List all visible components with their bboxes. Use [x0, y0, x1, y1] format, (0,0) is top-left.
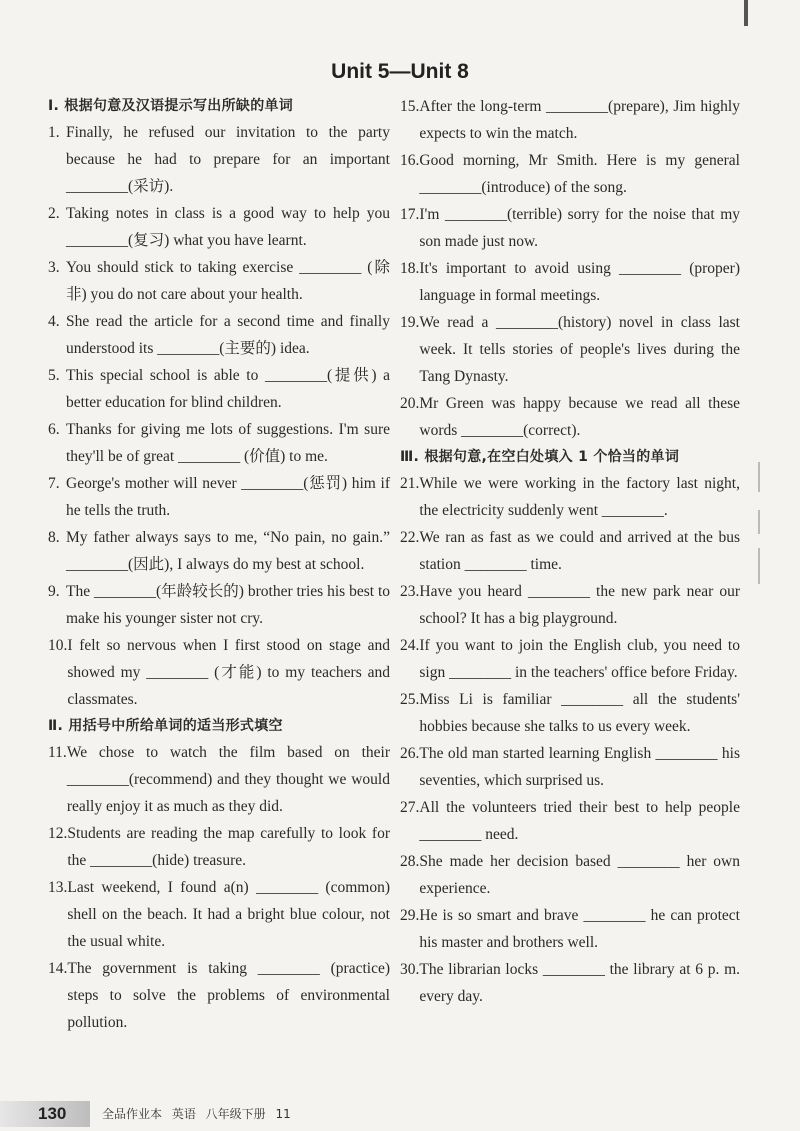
- question-number: 28.: [400, 853, 420, 870]
- question-text: I felt so nervous when I first stood on stage and showed my ________ (才能) to my teachers and classmates.: [67, 637, 390, 708]
- footer-book-info: 全品作业本 英语 八年级下册 11: [102, 1107, 291, 1121]
- question-text: Taking notes in class is a good way to help you ________(复习) what you have learnt.: [66, 205, 390, 249]
- question-item: [400, 93, 740, 147]
- question-text: The government is taking ________ (practice) steps to solve the problems of environmental pollution.: [67, 960, 390, 1031]
- question-text: Finally, he refused our invitation to the party because he had to prepare for an important ________(采访).: [66, 124, 390, 195]
- question-number: 22.: [400, 529, 420, 546]
- question-item: [48, 524, 390, 578]
- question-number: 8.: [48, 529, 60, 546]
- question-item: [48, 820, 390, 874]
- section-3-heading: Ⅲ. 根据句意,在空白处填入 1 个恰当的单词: [400, 449, 680, 465]
- question-number: 26.: [400, 745, 420, 762]
- page-title: Unit 5—Unit 8: [331, 60, 469, 83]
- question-item: [48, 200, 390, 254]
- question-number: 27.: [400, 799, 420, 816]
- question-item: [48, 362, 390, 416]
- question-number: 19.: [400, 314, 420, 331]
- question-text: We read a ________(history) novel in class last week. It tells stories of people's lives during the Tang Dynasty.: [419, 314, 740, 385]
- question-item: [400, 578, 740, 632]
- scan-scuff: [758, 462, 760, 492]
- question-item: [400, 632, 740, 686]
- question-number: 2.: [48, 205, 60, 222]
- question-number: 5.: [48, 367, 60, 384]
- question-item: [400, 470, 740, 524]
- question-item: [48, 874, 390, 955]
- page-footer: [0, 1091, 800, 1131]
- section-1-questions: [48, 119, 390, 713]
- question-item: [400, 201, 740, 255]
- question-text: My father always says to me, “No pain, no gain.” ________(因此), I always do my best at school.: [66, 529, 390, 573]
- right-column: [400, 93, 740, 1010]
- question-item: [48, 308, 390, 362]
- question-text: After the long-term ________(prepare), Jim highly expects to win the match.: [419, 98, 740, 142]
- question-item: [400, 255, 740, 309]
- question-number: 3.: [48, 259, 60, 276]
- section-1-heading: Ⅰ. 根据句意及汉语提示写出所缺的单词: [48, 98, 294, 114]
- question-item: [48, 578, 390, 632]
- question-number: 4.: [48, 313, 60, 330]
- question-number: 6.: [48, 421, 60, 438]
- question-number: 12.: [48, 825, 68, 842]
- question-item: [400, 147, 740, 201]
- question-number: 17.: [400, 206, 420, 223]
- question-text: Good morning, Mr Smith. Here is my general ________(introduce) of the song.: [419, 152, 740, 196]
- section-2-questions-continued: [400, 93, 740, 444]
- section-3-questions: [400, 470, 740, 1010]
- question-item: [400, 309, 740, 390]
- section-2-questions: [48, 739, 390, 1036]
- question-number: 24.: [400, 637, 420, 654]
- question-text: You should stick to taking exercise ________ (除非) you do not care about your health.: [66, 259, 390, 303]
- question-text: If you want to join the English club, you need to sign ________ in the teachers' office before Friday.: [419, 637, 740, 681]
- question-text: The old man started learning English ________ his seventies, which surprised us.: [419, 745, 740, 789]
- question-number: 16.: [400, 152, 420, 169]
- question-text: Thanks for giving me lots of suggestions. I'm sure they'll be of great ________ (价值) to me.: [66, 421, 390, 465]
- question-text: The librarian locks ________ the library at 6 p. m. every day.: [419, 961, 740, 1005]
- question-number: 1.: [48, 124, 60, 141]
- question-number: 11.: [48, 744, 67, 761]
- question-item: [400, 848, 740, 902]
- question-text: Last weekend, I found a(n) ________ (common) shell on the beach. It had a bright blue colour, not the usual white.: [67, 879, 390, 950]
- question-number: 7.: [48, 475, 60, 492]
- question-item: [48, 470, 390, 524]
- question-item: [48, 416, 390, 470]
- question-item: [400, 686, 740, 740]
- question-number: 20.: [400, 395, 420, 412]
- question-number: 15.: [400, 98, 420, 115]
- question-number: 10.: [48, 637, 68, 654]
- question-item: [48, 119, 390, 200]
- question-item: [400, 390, 740, 444]
- question-text: While we were working in the factory last night, the electricity suddenly went ________.: [419, 475, 740, 519]
- question-text: She made her decision based ________ her own experience.: [419, 853, 740, 897]
- page-number: 130: [38, 1104, 67, 1123]
- left-column: [48, 93, 390, 1036]
- question-text: She read the article for a second time and finally understood its ________(主要的) idea.: [66, 313, 390, 357]
- question-number: 13.: [48, 879, 68, 896]
- question-text: We chose to watch the film based on their ________(recommend) and they thought we would really enjoy it as much as they did.: [66, 744, 390, 815]
- question-number: 23.: [400, 583, 420, 600]
- question-number: 14.: [48, 960, 68, 977]
- question-item: [48, 632, 390, 713]
- question-text: Mr Green was happy because we read all these words ________(correct).: [419, 395, 740, 439]
- question-number: 18.: [400, 260, 420, 277]
- question-text: Have you heard ________ the new park near our school? It has a big playground.: [419, 583, 740, 627]
- question-item: [400, 956, 740, 1010]
- question-text: Miss Li is familiar ________ all the students' hobbies because she talks to us every week.: [419, 691, 740, 735]
- question-number: 21.: [400, 475, 420, 492]
- question-text: I'm ________(terrible) sorry for the noise that my son made just now.: [419, 206, 740, 250]
- question-text: This special school is able to ________(提供) a better education for blind children.: [66, 367, 390, 411]
- question-item: [400, 524, 740, 578]
- question-item: [48, 955, 390, 1036]
- question-text: It's important to avoid using ________ (proper) language in formal meetings.: [419, 260, 740, 304]
- section-2-heading: Ⅱ. 用括号中所给单词的适当形式填空: [48, 718, 283, 734]
- page-edge-mark: [744, 0, 748, 26]
- question-text: We ran as fast as we could and arrived at the bus station ________ time.: [419, 529, 740, 573]
- question-item: [48, 254, 390, 308]
- question-item: [48, 739, 390, 820]
- scan-scuff: [758, 510, 760, 534]
- question-item: [400, 794, 740, 848]
- question-number: 30.: [400, 961, 420, 978]
- question-number: 25.: [400, 691, 420, 708]
- question-item: [400, 902, 740, 956]
- question-item: [400, 740, 740, 794]
- question-text: All the volunteers tried their best to help people ________ need.: [419, 799, 740, 843]
- question-number: 9.: [48, 583, 60, 600]
- question-text: The ________(年龄较长的) brother tries his best to make his younger sister not cry.: [66, 583, 390, 627]
- question-text: George's mother will never ________(惩罚) him if he tells the truth.: [66, 475, 390, 519]
- question-text: Students are reading the map carefully to look for the ________(hide) treasure.: [67, 825, 390, 869]
- question-text: He is so smart and brave ________ he can protect his master and brothers well.: [419, 907, 740, 951]
- question-number: 29.: [400, 907, 420, 924]
- scan-scuff: [758, 548, 760, 584]
